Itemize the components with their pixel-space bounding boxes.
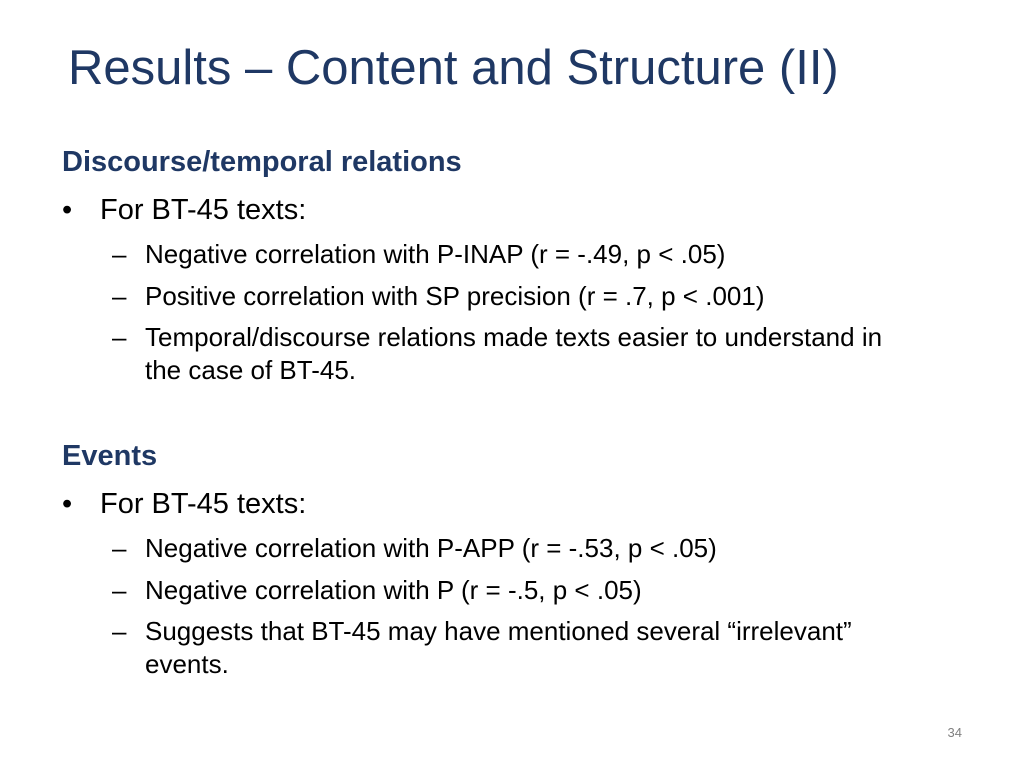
section-heading-discourse: Discourse/temporal relations: [62, 146, 462, 178]
sub-item-text: Negative correlation with P (r = -.5, p < .05): [145, 575, 642, 605]
bullet-mark: •: [62, 194, 73, 226]
sub-item: [112, 532, 912, 565]
sub-item: [112, 280, 912, 313]
section-heading-events: Events: [62, 440, 158, 472]
dash-mark: –: [112, 616, 127, 646]
dash-mark: –: [112, 281, 127, 311]
bullet-mark: •: [62, 488, 73, 520]
sub-item-text: Negative correlation with P-APP (r = -.53, p < .05): [145, 533, 717, 563]
sub-item: [112, 321, 912, 387]
dash-mark: –: [112, 533, 127, 563]
sub-item-text: Temporal/discourse relations made texts easier to understand in the case of BT-45.: [145, 322, 883, 385]
sub-item-text: Positive correlation with SP precision (r = .7, p < .001): [145, 281, 765, 311]
sub-item: [112, 615, 912, 681]
sub-item-text: Suggests that BT-45 may have mentioned several “irrelevant” events.: [145, 616, 852, 679]
bullet-text: For BT-45 texts:: [100, 194, 307, 226]
bullet-item: [62, 194, 306, 227]
slide-number: 34: [947, 725, 962, 740]
dash-mark: –: [112, 575, 127, 605]
sub-item: [112, 574, 912, 607]
sub-item-text: Negative correlation with P-INAP (r = -.49, p < .05): [145, 239, 726, 269]
sub-item: [112, 238, 912, 271]
slide-title: Results – Content and Structure (II): [68, 41, 839, 95]
dash-mark: –: [112, 322, 127, 352]
bullet-text: For BT-45 texts:: [100, 488, 307, 520]
dash-mark: –: [112, 239, 127, 269]
bullet-item: [62, 488, 306, 521]
